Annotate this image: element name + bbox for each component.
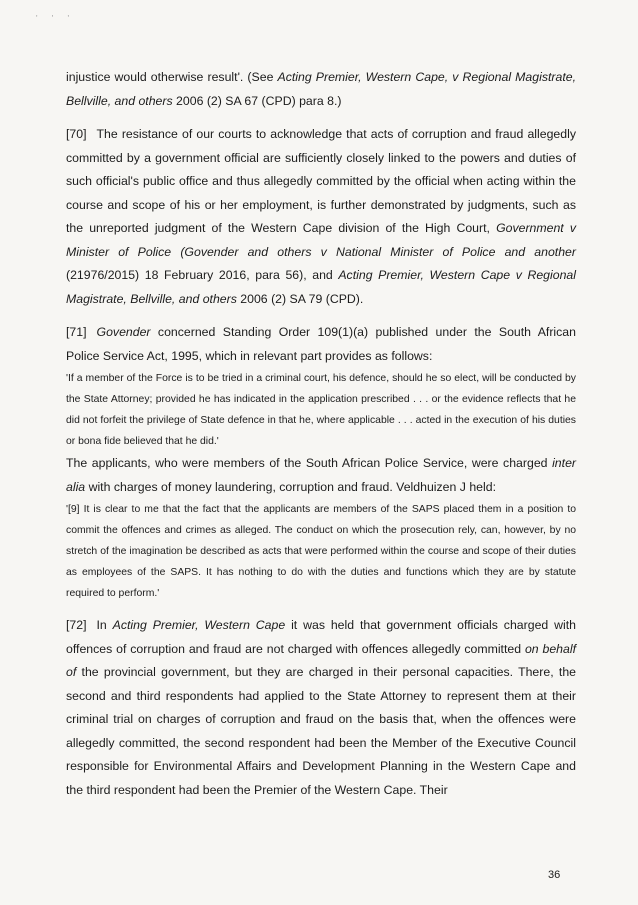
case-citation: Acting Premier, Western Cape v Regional Magistrate, Bellville, and others xyxy=(66,268,576,306)
intro-paragraph: injustice would otherwise result'. (See Acting Premier, Western Cape, v Regional Magistrate, Bellville, and others 2006 (2) SA 67 (CPD) para 8.) xyxy=(66,70,576,108)
page-number: 36 xyxy=(548,869,561,881)
case-citation: Government v Minister of Police (Govender and others v National Minister of Police and another xyxy=(66,221,576,259)
emphasis: on behalf of xyxy=(66,641,576,679)
body-text xyxy=(66,66,576,802)
case-name: Acting Premier, Western Cape xyxy=(112,618,286,632)
block-quote-judgment: '[9] It is clear to me that the fact that the applicants are members of the SAPS placed them in a position to commit the offences and crimes as alleged. The conduct on which the prosecution rely, can, however, by no stretch of the imagination be described as acts that were performed within the course and scope of their duties as employees of the SAPS. It has nothing to do with the duties and functions which they are by statute required to perform.' xyxy=(66,504,576,599)
paragraph-70: [70] The resistance of our courts to acknowledge that acts of corruption and fraud allegedly committed by a government official are sufficiently closely linked to the powers and duties of such official's public office and thus allegedly committed by the official when acting within the course and scope of his or her employment, is further demonstrated by judgments, such as the unreported judgment of the Western Cape division of the High Court, Government v Minister of Police (Govender and others v National Minister of Police and another (21976/2015) 18 February 2016, para 56), and Acting Premier, Western Cape v Regional Magistrate, Bellville, and others 2006 (2) SA 79 (CPD). xyxy=(66,127,576,306)
paragraph-72: [72] In Acting Premier, Western Cape it was held that government officials charged with offences of corruption and fraud are not charged with offences allegedly committed on behalf of the provincial government, but they are charged in their personal capacities. There, the second and third respondents had applied to the State Attorney to represent them at their criminal trial on charges of corruption and fraud on the basis that, when the offences were allegedly committed, the second respondent had been the Member of the Executive Council responsible for Environmental Affairs and Development Planning in the Western Cape and the third respondent had been the Premier of the Western Cape. Their xyxy=(66,618,576,797)
paragraph-number: [72] xyxy=(66,618,87,632)
scan-marks: ' ' ' xyxy=(36,14,76,23)
latin-phrase: inter alia xyxy=(66,456,576,494)
case-name: Govender xyxy=(96,325,151,339)
paragraph-71-continued: The applicants, who were members of the South African Police Service, were charged inter alia with charges of money laundering, corruption and fraud. Veldhuizen J held: xyxy=(66,456,576,494)
paragraph-number: [71] xyxy=(66,325,87,339)
block-quote-standing-order: 'If a member of the Force is to be tried in a criminal court, his defence, should he so elect, will be conducted by the State Attorney; provided he has indicated in the application prescribed . . . or the evidence reflects that he did not forfeit the privilege of State defence in that he, where applicable . . . acted in the execution of his duties or bona fide believed that he did.' xyxy=(66,373,576,447)
paragraph-number: [70] xyxy=(66,127,87,141)
paragraph-71: [71] Govender concerned Standing Order 109(1)(a) published under the South African Police Service Act, 1995, which in relevant part provides as follows: xyxy=(66,325,576,363)
case-citation: Acting Premier, Western Cape, v Regional Magistrate, Bellville, and others xyxy=(66,70,576,108)
